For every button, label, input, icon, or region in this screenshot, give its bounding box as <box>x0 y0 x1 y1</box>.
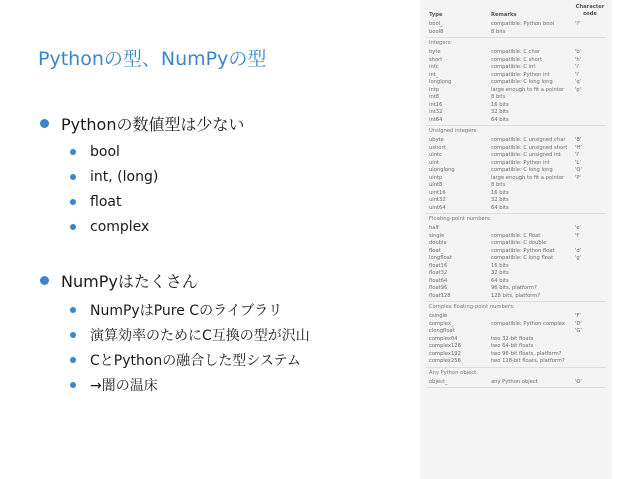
header-character-code: Character code <box>575 4 605 17</box>
table-row <box>429 240 607 247</box>
remarks-cell: two 64-bit floats <box>491 343 534 349</box>
table-row <box>429 152 607 159</box>
char-code-cell: 'b' <box>575 49 582 55</box>
table-row <box>429 102 607 109</box>
section-divider <box>426 301 606 302</box>
table-row <box>429 358 607 365</box>
type-cell: float96 <box>429 285 448 291</box>
table-row <box>429 205 607 212</box>
table-row <box>429 175 607 182</box>
remarks-cell: two 32-bit floats <box>491 335 534 342</box>
remarks-cell: any Python object <box>491 378 538 385</box>
remarks-cell: compatible: C int <box>491 64 536 70</box>
type-cell: int64 <box>429 116 443 123</box>
type-cell: bool_ <box>429 21 443 27</box>
sub-bullet-text: CとPythonの融合した型システム <box>90 353 301 369</box>
table-row <box>429 21 607 28</box>
remarks-cell: compatible: Python complex <box>491 320 565 327</box>
table-row <box>429 117 607 124</box>
table-row <box>429 87 607 94</box>
remarks-cell: 96 bits, platform? <box>491 285 537 291</box>
bullet-dot-icon <box>70 307 76 313</box>
bullet-dot-icon <box>70 199 76 205</box>
remarks-cell: compatible: C float <box>491 232 541 239</box>
type-cell: int8 <box>429 94 440 100</box>
type-cell: intc <box>429 64 439 70</box>
remarks-cell: compatible: C char <box>491 49 541 55</box>
bullet-text: Pythonの数値型は少ない <box>61 115 245 134</box>
char-code-cell: 'P' <box>575 174 581 181</box>
table-row <box>429 343 607 350</box>
table-row <box>429 233 607 240</box>
header-type: Type <box>429 12 443 18</box>
char-code-cell: 'f' <box>575 232 580 239</box>
bullet-python <box>40 112 244 135</box>
remarks-cell: 128 bits, platform? <box>491 292 541 299</box>
sub-bullet <box>70 300 282 320</box>
char-code-cell: 'H' <box>575 144 582 151</box>
bullet-dot-icon <box>70 382 76 388</box>
remarks-cell: 32 bits <box>491 109 509 115</box>
remarks-cell: 8 bits <box>491 94 506 100</box>
table-row <box>429 351 607 358</box>
type-cell: ulonglong <box>429 167 455 173</box>
sub-bullet-text: 演算効率のためにC互換の型が沢山 <box>90 328 310 344</box>
char-code-cell: 'd' <box>575 247 582 254</box>
table-row <box>429 57 607 64</box>
section-label: Unsigned integers: <box>429 128 478 134</box>
table-row <box>429 321 607 328</box>
table-row <box>429 109 607 116</box>
remarks-cell: compatible: C unsigned int <box>491 152 561 158</box>
type-cell: float16 <box>429 262 448 269</box>
char-code-cell: 'B' <box>575 137 582 143</box>
slide-title: Pythonの型、NumPyの型 <box>38 48 267 70</box>
table-row <box>429 293 607 300</box>
bullet-dot-icon <box>70 224 76 230</box>
type-cell: complex64 <box>429 335 458 342</box>
remarks-cell: 64 bits <box>491 204 509 211</box>
bullet-dot-icon <box>40 276 49 285</box>
type-cell: float_ <box>429 247 444 254</box>
bullet-dot-icon <box>70 174 76 180</box>
remarks-cell: compatible: C long long <box>491 167 553 173</box>
type-cell: longlong <box>429 79 452 85</box>
table-row <box>429 336 607 343</box>
bullet-dot-icon <box>40 119 49 128</box>
table-row <box>429 270 607 277</box>
char-code-cell: 'q' <box>575 79 582 85</box>
char-code-cell: 'e' <box>575 225 582 231</box>
remarks-cell: compatible: C long float <box>491 255 554 261</box>
char-code-cell: '?' <box>575 21 581 27</box>
table-row <box>429 285 607 292</box>
type-cell: intp <box>429 86 440 93</box>
bullet-dot-icon <box>70 357 76 363</box>
section-label: Complex floating-point numbers: <box>429 304 515 310</box>
table-row <box>429 137 607 144</box>
numpy-types-table <box>420 0 612 479</box>
char-code-cell: 'g' <box>575 255 582 261</box>
type-cell: int16 <box>429 101 443 108</box>
type-cell: short <box>429 56 443 63</box>
type-cell: ushort <box>429 144 446 151</box>
bullet-dot-icon <box>70 149 76 155</box>
table-row <box>429 263 607 270</box>
remarks-cell: compatible: Python int <box>491 159 550 166</box>
type-cell: bool8 <box>429 28 444 35</box>
char-code-cell: 'p' <box>575 86 582 93</box>
bullet-numpy <box>40 269 198 292</box>
char-code-cell: 'G' <box>575 328 582 334</box>
type-cell: complex_ <box>429 320 454 327</box>
remarks-cell: compatible: C double <box>491 240 547 246</box>
table-row <box>429 278 607 285</box>
table-row <box>429 182 607 189</box>
remarks-cell: 16 bits <box>491 189 509 196</box>
sub-bullet <box>70 169 158 185</box>
remarks-cell: 32 bits <box>491 197 509 203</box>
type-cell: uint32 <box>429 197 446 203</box>
type-cell: double <box>429 240 447 246</box>
type-cell: object_ <box>429 378 448 385</box>
char-code-cell: 'i' <box>575 64 580 70</box>
remarks-cell: large enough to fit a pointer <box>491 86 565 93</box>
type-cell: complex128 <box>429 343 461 349</box>
char-code-cell: 'I' <box>575 152 580 158</box>
sub-bullet-text: float <box>90 194 122 210</box>
char-code-cell: 'F' <box>575 313 581 319</box>
sub-bullet <box>70 325 310 345</box>
type-cell: csingle <box>429 313 448 319</box>
type-cell: uint64 <box>429 204 446 211</box>
sub-bullet-text: int, (long) <box>90 169 159 185</box>
table-row <box>429 379 607 386</box>
section-label: Floating-point numbers: <box>429 216 492 222</box>
header-remarks: Remarks <box>491 12 517 18</box>
sub-bullet <box>70 375 158 395</box>
type-cell: float64 <box>429 277 448 284</box>
sub-bullet-text: NumPyはPure Cのライブラリ <box>90 303 283 319</box>
remarks-cell: large enough to fit a pointer <box>491 174 565 181</box>
remarks-cell: 8 bits <box>491 182 506 188</box>
table-row <box>429 225 607 232</box>
remarks-cell: compatible: C unsigned char <box>491 137 566 143</box>
char-code-cell: 'D' <box>575 320 582 327</box>
table-row <box>429 79 607 86</box>
sub-bullet-text: complex <box>90 219 150 235</box>
char-code-cell: 'L' <box>575 159 581 166</box>
type-cell: float32 <box>429 270 448 276</box>
section-divider <box>426 387 606 388</box>
table-row <box>429 64 607 71</box>
remarks-cell: 8 bits <box>491 28 506 35</box>
remarks-cell: two 128-bit floats, platform? <box>491 358 565 364</box>
remarks-cell: 16 bits <box>491 262 509 269</box>
type-cell: uintp <box>429 174 443 181</box>
type-cell: clongfloat <box>429 328 455 334</box>
remarks-cell: 64 bits <box>491 116 509 123</box>
table-row <box>429 94 607 101</box>
type-cell: complex192 <box>429 350 461 357</box>
type-cell: uint16 <box>429 189 446 196</box>
sub-bullet <box>70 219 149 235</box>
type-cell: half <box>429 225 439 231</box>
char-code-cell: 'O' <box>575 378 582 385</box>
sub-bullet <box>70 194 121 210</box>
bullet-dot-icon <box>70 332 76 338</box>
type-cell: complex256 <box>429 358 461 364</box>
remarks-cell: compatible: Python float <box>491 247 555 254</box>
type-cell: int_ <box>429 71 439 78</box>
remarks-cell: compatible: Python int <box>491 71 550 78</box>
table-row <box>429 29 607 36</box>
table-row <box>429 145 607 152</box>
table-row <box>429 72 607 79</box>
sub-bullet <box>70 350 301 370</box>
table-row <box>429 160 607 167</box>
table-row <box>429 49 607 56</box>
type-cell: ubyte <box>429 137 444 143</box>
remarks-cell: 32 bits <box>491 270 509 276</box>
char-code-cell: 'h' <box>575 56 582 63</box>
type-cell: single <box>429 232 445 239</box>
table-row <box>429 190 607 197</box>
type-cell: uint8 <box>429 182 443 188</box>
remarks-cell: compatible: Python bool <box>491 21 555 27</box>
char-code-cell: 'Q' <box>575 167 582 173</box>
remarks-cell: 64 bits <box>491 277 509 284</box>
section-divider <box>426 367 606 368</box>
remarks-cell: compatible: C long long <box>491 79 553 85</box>
type-cell: uintc <box>429 152 442 158</box>
type-cell: int32 <box>429 109 443 115</box>
sub-bullet-text: bool <box>90 144 120 160</box>
sub-bullet <box>70 144 120 160</box>
section-divider <box>426 213 606 214</box>
section-label: Integers: <box>429 40 453 46</box>
type-cell: longfloat <box>429 255 452 261</box>
table-row <box>429 313 607 320</box>
section-label: Any Python object: <box>429 369 478 376</box>
type-cell: float128 <box>429 292 451 299</box>
remarks-cell: compatible: C unsigned short <box>491 144 568 151</box>
char-code-cell: 'l' <box>575 71 580 78</box>
table-row <box>429 328 607 335</box>
table-row <box>429 255 607 262</box>
table-row <box>429 197 607 204</box>
remarks-cell: 16 bits <box>491 101 509 108</box>
type-cell: uint <box>429 159 440 166</box>
table-row <box>429 248 607 255</box>
bullet-text: NumPyはたくさん <box>61 272 198 291</box>
remarks-cell: two 96-bit floats, platform? <box>491 350 562 357</box>
table-row <box>429 167 607 174</box>
sub-bullet-text: →闇の温床 <box>90 378 158 394</box>
section-divider <box>426 125 606 126</box>
type-cell: byte <box>429 49 441 55</box>
remarks-cell: compatible: C short <box>491 56 542 63</box>
section-divider <box>426 37 606 38</box>
